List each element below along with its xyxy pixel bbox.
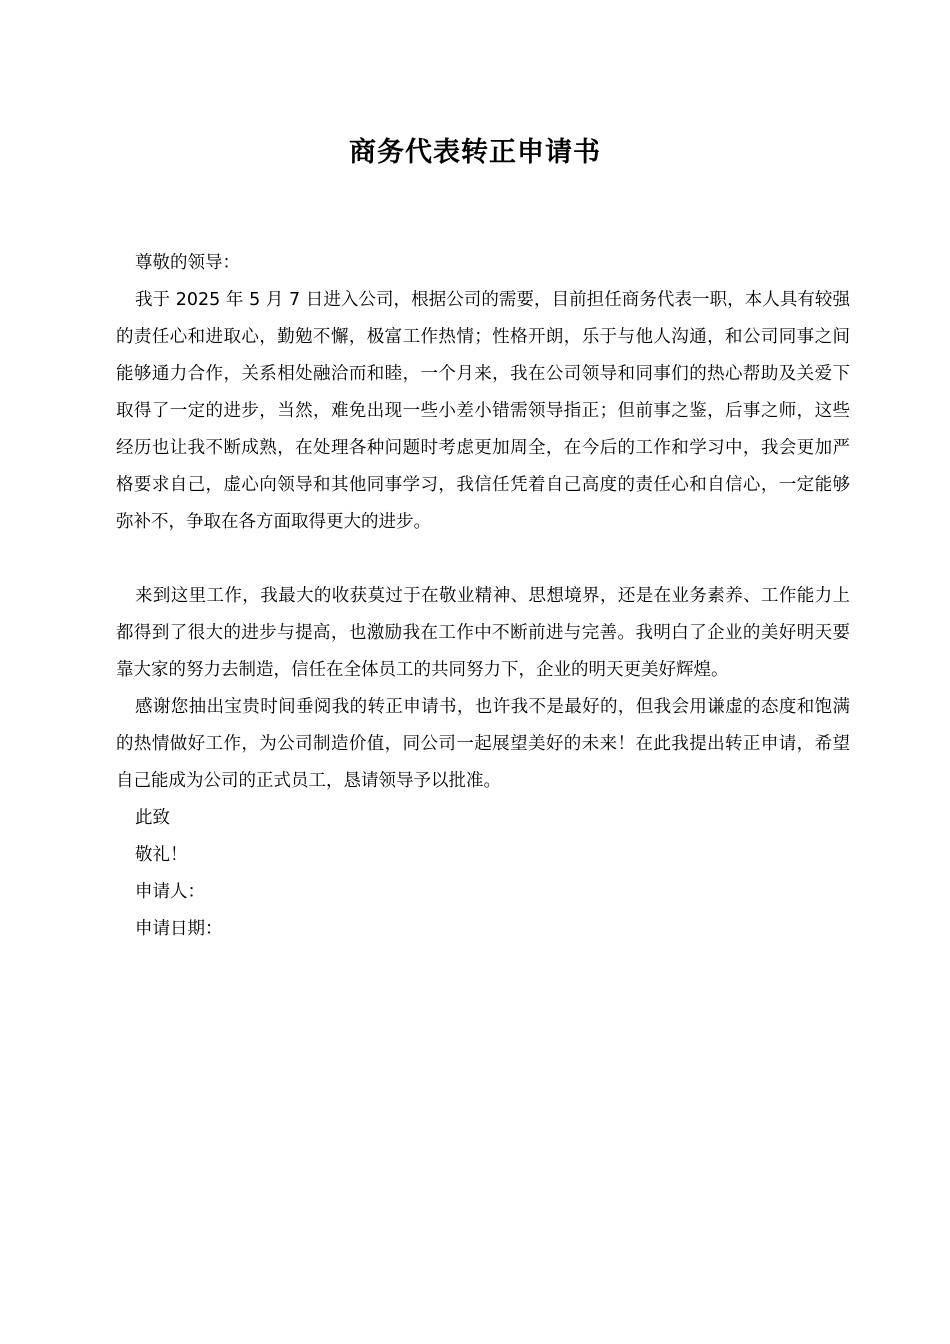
date-label: 申请日期： <box>135 919 223 939</box>
paragraph-gap <box>116 541 850 578</box>
paragraph-1: 我于 2025 年 5 月 7 日进入公司，根据公司的需要，目前担任商务代表一职，本人具有较强的责任心和进取心，勤勉不懈，极富工作热情；性格开朗，乐于与他人沟通，和公司同事之间能够通力合作，关系相处融洽而和睦，一个月来，我在公司领导和同事们的热心帮助及关爱下取得了一定的进步，当然，难免出现一些小差小错需领导指正；但前事之鉴，后事之师，这些经历也让我不断成熟，在处理各种问题时考虑更加周全，在今后的工作和学习中，我会更加严格要求自己，虚心向领导和其他同事学习，我信任凭着自己高度的责任心和自信心，一定能够弥补不，争取在各方面取得更大的进步。 <box>116 290 850 532</box>
regards-line: 敬礼！ <box>135 845 188 865</box>
applicant-label: 申请人： <box>135 882 205 902</box>
document-body <box>116 245 850 948</box>
salutation: 尊敬的领导： <box>135 253 240 273</box>
paragraph-2: 来到这里工作，我最大的收获莫过于在敬业精神、思想境界，还是在业务素养、工作能力上都得到了很大的进步与提高，也激励我在工作中不断前进与完善。我明白了企业的美好明天要靠大家的努力去制造，信任在全体员工的共同努力下，企业的明天更美好辉煌。 <box>116 586 850 680</box>
document-title: 商务代表转正申请书 <box>349 137 601 168</box>
closing-line: 此致 <box>135 808 170 828</box>
paragraph-3: 感谢您抽出宝贵时间垂阅我的转正申请书，也许我不是最好的，但我会用谦虚的态度和饱满的热情做好工作，为公司制造价值，同公司一起展望美好的未来！在此我提出转正申请，希望自己能成为公司的正式员工，恳请领导予以批准。 <box>116 697 850 791</box>
